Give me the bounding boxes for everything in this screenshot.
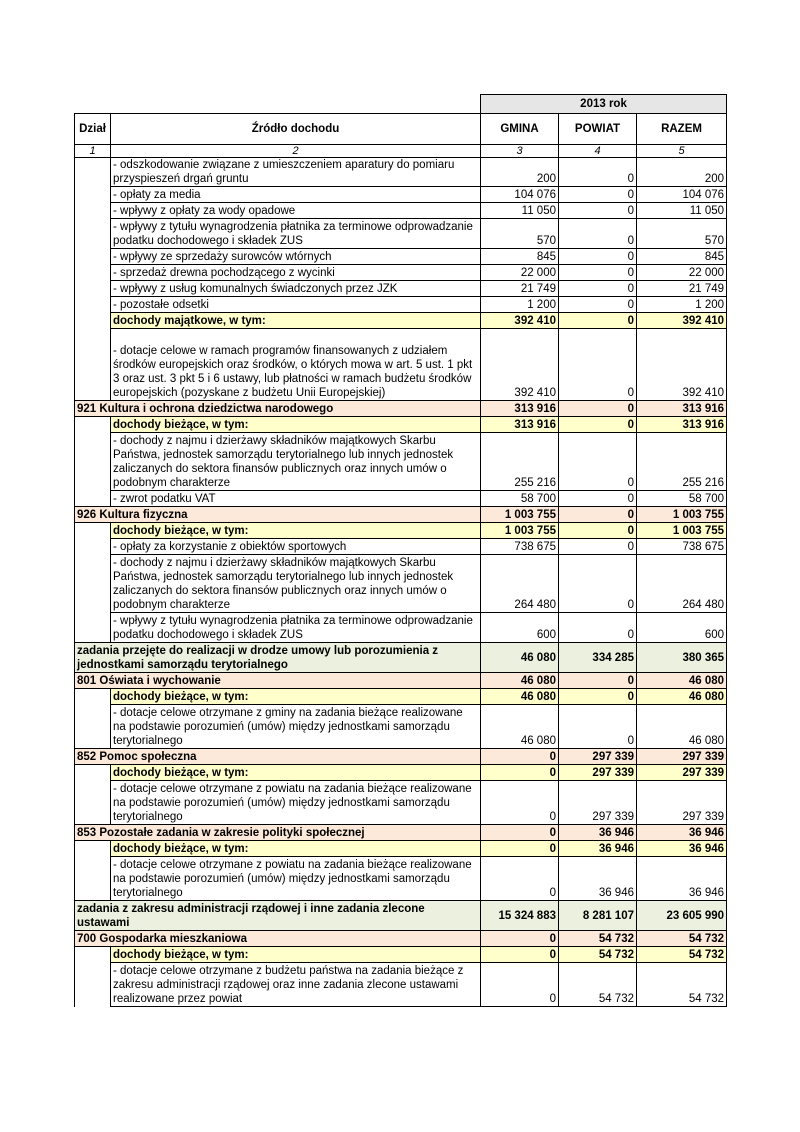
row-source: - dotacje celowe otrzymane z budżetu państwa na zadania bieżące z zakresu administracji rządowej oraz inne zadania zlecone ustawami realizowane przez powiat (111, 963, 481, 1007)
table-row (75, 265, 727, 281)
table-row (75, 158, 727, 187)
row-powiat: 36 946 (559, 857, 637, 901)
row-gmina: 0 (481, 857, 559, 901)
row-source: - opłaty za media (111, 187, 481, 203)
row-powiat: 0 (559, 523, 637, 539)
row-source: - zwrot podatku VAT (111, 491, 481, 507)
row-powiat: 36 946 (559, 841, 637, 857)
row-dzial (75, 841, 111, 857)
row-razem: 392 410 (637, 313, 727, 329)
row-razem: 570 (637, 219, 727, 249)
row-razem: 313 916 (637, 401, 727, 417)
row-razem: 313 916 (637, 417, 727, 433)
row-dzial (75, 539, 111, 555)
row-razem: 380 365 (637, 643, 727, 673)
col-razem-header: RAZEM (637, 114, 727, 145)
row-dzial (75, 555, 111, 613)
row-powiat: 0 (559, 281, 637, 297)
row-powiat: 0 (559, 249, 637, 265)
row-dzial (75, 329, 111, 401)
row-razem: 1 003 755 (637, 523, 727, 539)
row-razem: 46 080 (637, 689, 727, 705)
table-row (75, 491, 727, 507)
row-powiat: 0 (559, 689, 637, 705)
row-source: - dotacje celowe w ramach programów finansowanych z udziałem środków europejskich oraz środków, o których mowa w art. 5 ust. 1 pkt 3 oraz ust. 3 pkt 5 i 6 ustawy, lub płatności w ramach budżetu środków europejskich (pozyskane z budżetu Unii Europejskiej) (111, 329, 481, 401)
subtotal-row (75, 313, 727, 329)
row-powiat: 0 (559, 705, 637, 749)
subtotal-row (75, 765, 727, 781)
row-razem: 11 050 (637, 203, 727, 219)
row-gmina: 570 (481, 219, 559, 249)
row-gmina: 15 324 883 (481, 901, 559, 931)
row-gmina: 46 080 (481, 705, 559, 749)
row-source: 801 Oświata i wychowanie (75, 673, 481, 689)
row-gmina: 46 080 (481, 689, 559, 705)
table-row (75, 203, 727, 219)
row-dzial (75, 203, 111, 219)
row-source: 853 Pozostałe zadania w zakresie polityki społecznej (75, 825, 481, 841)
row-source: 921 Kultura i ochrona dziedzictwa narodowego (75, 401, 481, 417)
row-dzial (75, 219, 111, 249)
row-gmina: 264 480 (481, 555, 559, 613)
row-powiat: 0 (559, 203, 637, 219)
row-source: zadania przejęte do realizacji w drodze umowy lub porozumienia z jednostkami samorządu terytorialnego (75, 643, 481, 673)
col-source-header: Źródło dochodu (111, 114, 481, 145)
row-gmina: 255 216 (481, 433, 559, 491)
section-row (75, 749, 727, 765)
row-powiat: 0 (559, 433, 637, 491)
table-row (75, 781, 727, 825)
year-header: 2013 rok (481, 95, 727, 114)
row-dzial (75, 491, 111, 507)
table-row (75, 857, 727, 901)
row-dzial (75, 857, 111, 901)
row-powiat: 0 (559, 329, 637, 401)
row-gmina: 392 410 (481, 313, 559, 329)
row-dzial (75, 249, 111, 265)
row-source: 852 Pomoc społeczna (75, 749, 481, 765)
col-index: 1 (75, 145, 111, 158)
row-gmina: 0 (481, 825, 559, 841)
table-row (75, 555, 727, 613)
row-dzial (75, 613, 111, 643)
row-source: - dochody z najmu i dzierżawy składników majątkowych Skarbu Państwa, jednostek samorządu terytorialnego lub innych jednostek zaliczanych do sektora finansów publicznych oraz innych umów o podobnym charakterze (111, 433, 481, 491)
row-source: 700 Gospodarka mieszkaniowa (75, 931, 481, 947)
row-source: - wpływy z opłaty za wody opadowe (111, 203, 481, 219)
row-dzial (75, 781, 111, 825)
table-row (75, 297, 727, 313)
row-gmina: 104 076 (481, 187, 559, 203)
row-dzial (75, 417, 111, 433)
header-blank (75, 95, 481, 114)
row-razem: 255 216 (637, 433, 727, 491)
row-powiat: 0 (559, 417, 637, 433)
row-razem: 46 080 (637, 673, 727, 689)
section-row (75, 673, 727, 689)
row-powiat: 54 732 (559, 931, 637, 947)
row-razem: 738 675 (637, 539, 727, 555)
row-powiat: 297 339 (559, 749, 637, 765)
row-source: - dotacje celowe otrzymane z gminy na zadania bieżące realizowane na podstawie porozumień (umów) między jednostkami samorządu terytorialnego (111, 705, 481, 749)
row-dzial (75, 158, 111, 187)
col-dzial-header: Dział (75, 114, 111, 145)
col-index: 3 (481, 145, 559, 158)
row-source: dochody bieżące, w tym: (111, 765, 481, 781)
row-powiat: 297 339 (559, 781, 637, 825)
row-source: - odszkodowanie związane z umieszczeniem aparatury do pomiaru przyspieszeń drgań gruntu (111, 158, 481, 187)
table-row (75, 539, 727, 555)
row-razem: 58 700 (637, 491, 727, 507)
row-gmina: 11 050 (481, 203, 559, 219)
subtotal-row (75, 689, 727, 705)
row-gmina: 0 (481, 931, 559, 947)
row-powiat: 0 (559, 539, 637, 555)
table-row (75, 613, 727, 643)
row-razem: 200 (637, 158, 727, 187)
row-razem: 104 076 (637, 187, 727, 203)
row-gmina: 22 000 (481, 265, 559, 281)
row-dzial (75, 281, 111, 297)
row-gmina: 0 (481, 841, 559, 857)
row-powiat: 334 285 (559, 643, 637, 673)
row-razem: 297 339 (637, 765, 727, 781)
row-source: dochody majątkowe, w tym: (111, 313, 481, 329)
table-row (75, 249, 727, 265)
table-row (75, 219, 727, 249)
row-gmina: 200 (481, 158, 559, 187)
row-source: dochody bieżące, w tym: (111, 417, 481, 433)
row-source: - opłaty za korzystanie z obiektów sportowych (111, 539, 481, 555)
table-row (75, 281, 727, 297)
row-gmina: 1 200 (481, 297, 559, 313)
row-powiat: 0 (559, 613, 637, 643)
row-powiat: 0 (559, 491, 637, 507)
row-source: zadania z zakresu administracji rządowej i inne zadania zlecone ustawami (75, 901, 481, 931)
table-row (75, 329, 727, 401)
row-powiat: 54 732 (559, 963, 637, 1007)
group-row (75, 643, 727, 673)
row-dzial (75, 689, 111, 705)
row-source: dochody bieżące, w tym: (111, 689, 481, 705)
section-row (75, 507, 727, 523)
row-razem: 54 732 (637, 931, 727, 947)
row-razem: 22 000 (637, 265, 727, 281)
row-gmina: 0 (481, 947, 559, 963)
row-dzial (75, 765, 111, 781)
row-razem: 1 003 755 (637, 507, 727, 523)
row-gmina: 0 (481, 749, 559, 765)
row-powiat: 54 732 (559, 947, 637, 963)
row-source: - wpływy z tytułu wynagrodzenia płatnika za terminowe odprowadzanie podatku dochodowego i składek ZUS (111, 613, 481, 643)
row-powiat: 8 281 107 (559, 901, 637, 931)
row-source: - wpływy z tytułu wynagrodzenia płatnika za terminowe odprowadzanie podatku dochodowego i składek ZUS (111, 219, 481, 249)
row-source: - pozostałe odsetki (111, 297, 481, 313)
row-gmina: 46 080 (481, 673, 559, 689)
row-source: - wpływy z usług komunalnych świadczonych przez JZK (111, 281, 481, 297)
row-gmina: 0 (481, 765, 559, 781)
row-razem: 21 749 (637, 281, 727, 297)
row-powiat: 297 339 (559, 765, 637, 781)
row-razem: 54 732 (637, 947, 727, 963)
col-gmina-header: GMINA (481, 114, 559, 145)
row-razem: 297 339 (637, 781, 727, 825)
row-source: - wpływy ze sprzedaży surowców wtórnych (111, 249, 481, 265)
row-gmina: 738 675 (481, 539, 559, 555)
row-dzial (75, 705, 111, 749)
row-powiat: 0 (559, 158, 637, 187)
table-row (75, 963, 727, 1007)
row-razem: 46 080 (637, 705, 727, 749)
row-gmina: 313 916 (481, 401, 559, 417)
col-index: 5 (637, 145, 727, 158)
table-row (75, 433, 727, 491)
row-source: 926 Kultura fizyczna (75, 507, 481, 523)
row-powiat: 0 (559, 555, 637, 613)
row-gmina: 0 (481, 781, 559, 825)
table-row (75, 187, 727, 203)
row-gmina: 21 749 (481, 281, 559, 297)
row-powiat: 0 (559, 401, 637, 417)
row-razem: 392 410 (637, 329, 727, 401)
col-index: 2 (111, 145, 481, 158)
row-gmina: 845 (481, 249, 559, 265)
row-dzial (75, 265, 111, 281)
row-source: - sprzedaż drewna pochodzącego z wycinki (111, 265, 481, 281)
subtotal-row (75, 523, 727, 539)
row-gmina: 1 003 755 (481, 523, 559, 539)
row-source: - dochody z najmu i dzierżawy składników majątkowych Skarbu Państwa, jednostek samorządu terytorialnego lub innych jednostek zaliczanych do sektora finansów publicznych oraz innych umów o podobnym charakterze (111, 555, 481, 613)
group-row (75, 901, 727, 931)
row-source: dochody bieżące, w tym: (111, 523, 481, 539)
col-index: 4 (559, 145, 637, 158)
row-razem: 1 200 (637, 297, 727, 313)
table-row (75, 705, 727, 749)
row-powiat: 0 (559, 673, 637, 689)
row-razem: 36 946 (637, 857, 727, 901)
row-dzial (75, 313, 111, 329)
row-razem: 36 946 (637, 825, 727, 841)
row-powiat: 0 (559, 313, 637, 329)
section-row (75, 931, 727, 947)
row-powiat: 36 946 (559, 825, 637, 841)
row-gmina: 46 080 (481, 643, 559, 673)
section-row (75, 825, 727, 841)
row-source: dochody bieżące, w tym: (111, 841, 481, 857)
row-powiat: 0 (559, 219, 637, 249)
row-razem: 54 732 (637, 963, 727, 1007)
row-dzial (75, 963, 111, 1007)
row-dzial (75, 947, 111, 963)
row-dzial (75, 187, 111, 203)
income-sheet (74, 94, 726, 1007)
row-dzial (75, 433, 111, 491)
row-razem: 23 605 990 (637, 901, 727, 931)
row-razem: 297 339 (637, 749, 727, 765)
income-table (74, 94, 727, 1007)
row-dzial (75, 523, 111, 539)
row-powiat: 0 (559, 297, 637, 313)
row-powiat: 0 (559, 187, 637, 203)
row-source: dochody bieżące, w tym: (111, 947, 481, 963)
subtotal-row (75, 947, 727, 963)
row-gmina: 1 003 755 (481, 507, 559, 523)
row-powiat: 0 (559, 507, 637, 523)
row-gmina: 58 700 (481, 491, 559, 507)
col-powiat-header: POWIAT (559, 114, 637, 145)
row-gmina: 600 (481, 613, 559, 643)
row-razem: 600 (637, 613, 727, 643)
row-gmina: 0 (481, 963, 559, 1007)
row-gmina: 313 916 (481, 417, 559, 433)
row-dzial (75, 297, 111, 313)
row-source: - dotacje celowe otrzymane z powiatu na zadania bieżące realizowane na podstawie porozumień (umów) między jednostkami samorządu terytorialnego (111, 857, 481, 901)
row-gmina: 392 410 (481, 329, 559, 401)
subtotal-row (75, 841, 727, 857)
row-razem: 264 480 (637, 555, 727, 613)
row-razem: 36 946 (637, 841, 727, 857)
row-powiat: 0 (559, 265, 637, 281)
row-razem: 845 (637, 249, 727, 265)
row-source: - dotacje celowe otrzymane z powiatu na zadania bieżące realizowane na podstawie porozumień (umów) między jednostkami samorządu terytorialnego (111, 781, 481, 825)
subtotal-row (75, 417, 727, 433)
section-row (75, 401, 727, 417)
